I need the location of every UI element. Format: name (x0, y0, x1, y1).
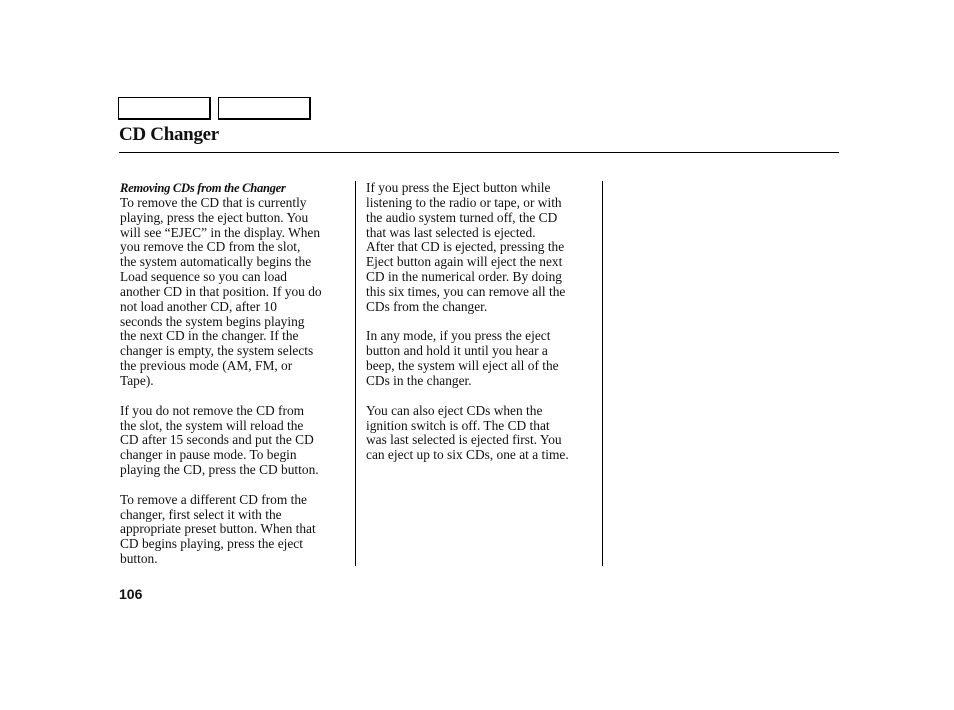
text-line: changer is empty, the system selects (120, 343, 314, 359)
text-line: CD begins playing, press the eject (120, 536, 303, 552)
text-line: will see “EJEC” in the display. When (120, 224, 321, 240)
text-line: CD after 15 seconds and put the CD (120, 432, 314, 448)
paragraph (366, 181, 598, 315)
paragraph (120, 196, 352, 389)
text-line: button and hold it until you hear a (366, 343, 548, 359)
text-line: you remove the CD from the slot, (120, 239, 301, 255)
text-line: the next CD in the changer. If the (120, 328, 299, 344)
section-tab-1[interactable] (118, 97, 211, 120)
section-tab-2[interactable] (218, 97, 311, 120)
text-line: listening to the radio or tape, or with (366, 194, 562, 210)
text-line: You can also eject CDs when the (366, 402, 543, 418)
text-line: was last selected is ejected first. You (366, 432, 562, 448)
right-column (366, 181, 598, 478)
text-line: appropriate preset button. When that (120, 521, 316, 537)
paragraph (366, 404, 598, 463)
column-divider (355, 181, 356, 566)
text-line: can eject up to six CDs, one at a time. (366, 447, 569, 463)
column-divider (602, 181, 603, 566)
text-line: changer in pause mode. To begin (120, 447, 297, 463)
text-line: changer, first select it with the (120, 506, 282, 522)
text-line: Tape). (120, 372, 154, 388)
text-line: playing the CD, press the CD button. (120, 462, 319, 478)
text-line: another CD in that position. If you do (120, 283, 322, 299)
text-line: not load another CD, after 10 (120, 298, 277, 314)
text-line: playing, press the eject button. You (120, 209, 309, 225)
text-line: CD in the numerical order. By doing (366, 269, 562, 285)
title-divider (119, 152, 839, 153)
page-title: CD Changer (119, 124, 219, 145)
page-number: 106 (119, 586, 143, 602)
paragraph (120, 404, 352, 478)
text-line: button. (120, 551, 158, 567)
text-line: seconds the system begins playing (120, 313, 305, 329)
text-line: the audio system turned off, the CD (366, 209, 558, 225)
text-line: this six times, you can remove all the (366, 283, 566, 299)
paragraph (120, 493, 352, 567)
text-line: the previous mode (AM, FM, or (120, 358, 293, 374)
text-line: that was last selected is ejected. (366, 224, 536, 240)
text-line: After that CD is ejected, pressing the (366, 239, 565, 255)
text-line: If you press the Eject button while (366, 180, 551, 195)
text-line: If you do not remove the CD from (120, 402, 305, 418)
text-line: the system automatically begins the (120, 254, 312, 270)
paragraph (366, 329, 598, 388)
text-line: Eject button again will eject the next (366, 254, 563, 270)
text-line: Load sequence so you can load (120, 269, 287, 285)
text-line: ignition switch is off. The CD that (366, 417, 550, 433)
text-line: CDs in the changer. (366, 372, 472, 388)
text-line: CDs from the changer. (366, 298, 488, 314)
left-column (120, 181, 352, 582)
text-line: To remove a different CD from the (120, 491, 307, 507)
text-line: To remove the CD that is currently (120, 194, 307, 210)
text-line: the slot, the system will reload the (120, 417, 304, 433)
text-line: beep, the system will eject all of the (366, 358, 559, 374)
text-line: In any mode, if you press the eject (366, 328, 551, 344)
section-subheading: Removing CDs from the Changer (120, 181, 286, 195)
